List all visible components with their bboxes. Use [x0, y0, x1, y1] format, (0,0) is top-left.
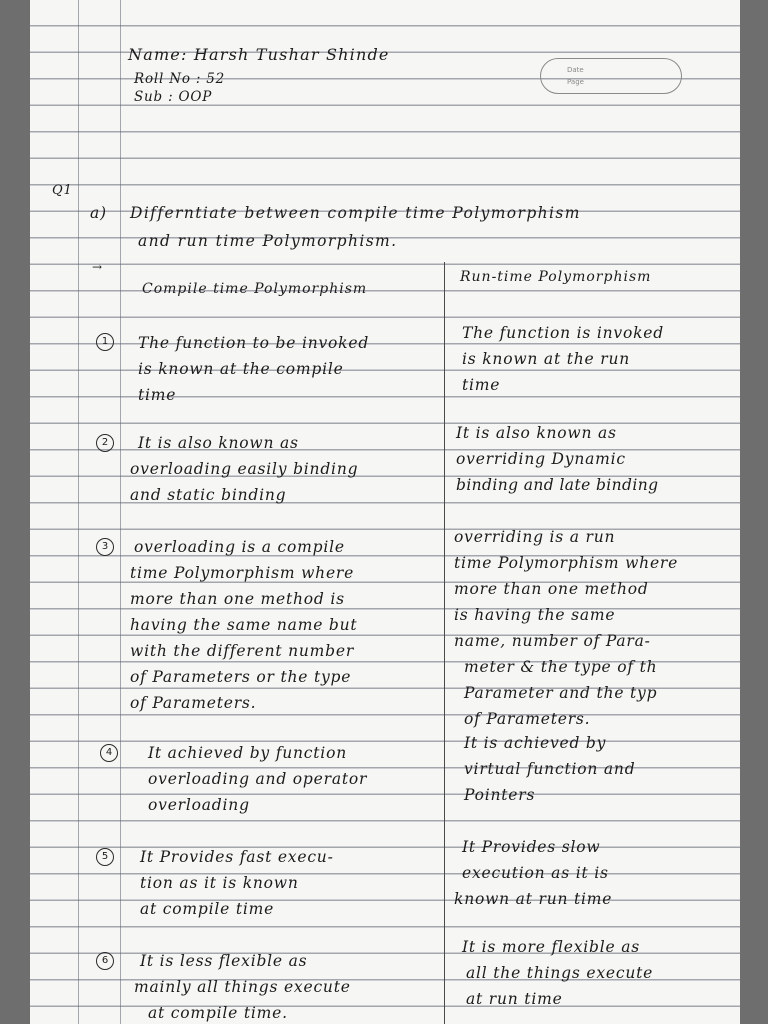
stamp-date-label: Date	[567, 66, 584, 74]
row3-left-line5: with the different number	[130, 642, 355, 660]
row2-right-line1: It is also known as	[456, 424, 617, 442]
row3-right-line1: overriding is a run	[454, 528, 616, 546]
row6-left-line3: at compile time.	[148, 1004, 288, 1022]
row3-right-line3: more than one method	[454, 580, 649, 598]
row3-right-line4: is having the same	[454, 606, 616, 624]
margin-line-inner	[78, 0, 79, 1024]
row6-left-line2: mainly all things execute	[134, 978, 351, 996]
row3-right-line7: Parameter and the typ	[464, 684, 658, 702]
arrow-mark: →	[92, 260, 103, 274]
row5-left-line1: It Provides fast execu-	[140, 848, 334, 866]
row5-right-line3: known at run time	[454, 890, 613, 908]
row5-right-line1: It Provides slow	[462, 838, 601, 856]
question-prompt-line1: Differntiate between compile time Polymorphism	[130, 204, 581, 222]
row1-right-line3: time	[462, 376, 501, 394]
row3-right-line8: of Parameters.	[464, 710, 591, 728]
roll-line: Roll No : 52	[134, 71, 226, 87]
row6-left-line1: It is less flexible as	[140, 952, 308, 970]
row4-left-line2: overloading and operator	[148, 770, 368, 788]
row1-right-line1: The function is invoked	[462, 324, 664, 342]
row3-right-line6: meter & the type of th	[464, 658, 658, 676]
stamp-page-label: Page	[567, 78, 584, 86]
row5-left-line3: at compile time	[140, 900, 275, 918]
row2-right-line2: overriding Dynamic	[456, 450, 626, 468]
row3-left-line4: having the same name but	[130, 616, 358, 634]
row4-left-line3: overloading	[148, 796, 250, 814]
question-number: Q1	[52, 183, 73, 198]
row3-left-line1: overloading is a compile	[134, 538, 345, 556]
row1-right-line2: is known at the run	[462, 350, 631, 368]
margin-line	[120, 0, 121, 1024]
row2-left-line3: and static binding	[130, 486, 287, 504]
row-number-badge: 4	[100, 744, 118, 762]
row4-right-line2: virtual function and	[464, 760, 636, 778]
row4-left-line1: It achieved by function	[148, 744, 347, 762]
row-number-badge: 1	[96, 333, 114, 351]
row5-left-line2: tion as it is known	[140, 874, 299, 892]
table-column-divider	[444, 262, 445, 1024]
table-header-compile: Compile time Polymorphism	[142, 281, 368, 297]
row6-right-line1: It is more flexible as	[462, 938, 640, 956]
row3-left-line6: of Parameters or the type	[130, 668, 352, 686]
row6-right-line3: at run time	[466, 990, 563, 1008]
row2-right-line3: binding and late binding	[456, 476, 659, 494]
row-number-badge: 5	[96, 848, 114, 866]
row4-right-line3: Pointers	[464, 786, 536, 804]
row-number-badge: 3	[96, 538, 114, 556]
row1-left-line2: is known at the compile	[138, 360, 344, 378]
row1-left-line1: The function to be invoked	[138, 334, 370, 352]
row5-right-line2: execution as it is	[462, 864, 609, 882]
subject-line: Sub : OOP	[134, 89, 213, 105]
question-prompt-line2: and run time Polymorphism.	[138, 232, 398, 250]
row2-left-line2: overloading easily binding	[130, 460, 359, 478]
row3-right-line2: time Polymorphism where	[454, 554, 679, 572]
row2-left-line1: It is also known as	[138, 434, 299, 452]
row1-left-line3: time	[138, 386, 177, 404]
notebook-page	[30, 0, 740, 1024]
row-number-badge: 2	[96, 434, 114, 452]
name-line: Name: Harsh Tushar Shinde	[128, 45, 390, 64]
table-header-runtime: Run-time Polymorphism	[460, 269, 652, 285]
question-part: a)	[90, 204, 107, 222]
date-page-stamp	[540, 58, 682, 94]
row4-right-line1: It is achieved by	[464, 734, 607, 752]
row3-left-line3: more than one method is	[130, 590, 345, 608]
row3-left-line7: of Parameters.	[130, 694, 257, 712]
row6-right-line2: all the things execute	[466, 964, 654, 982]
row3-right-line5: name, number of Para-	[454, 632, 651, 650]
row3-left-line2: time Polymorphism where	[130, 564, 355, 582]
row-number-badge: 6	[96, 952, 114, 970]
